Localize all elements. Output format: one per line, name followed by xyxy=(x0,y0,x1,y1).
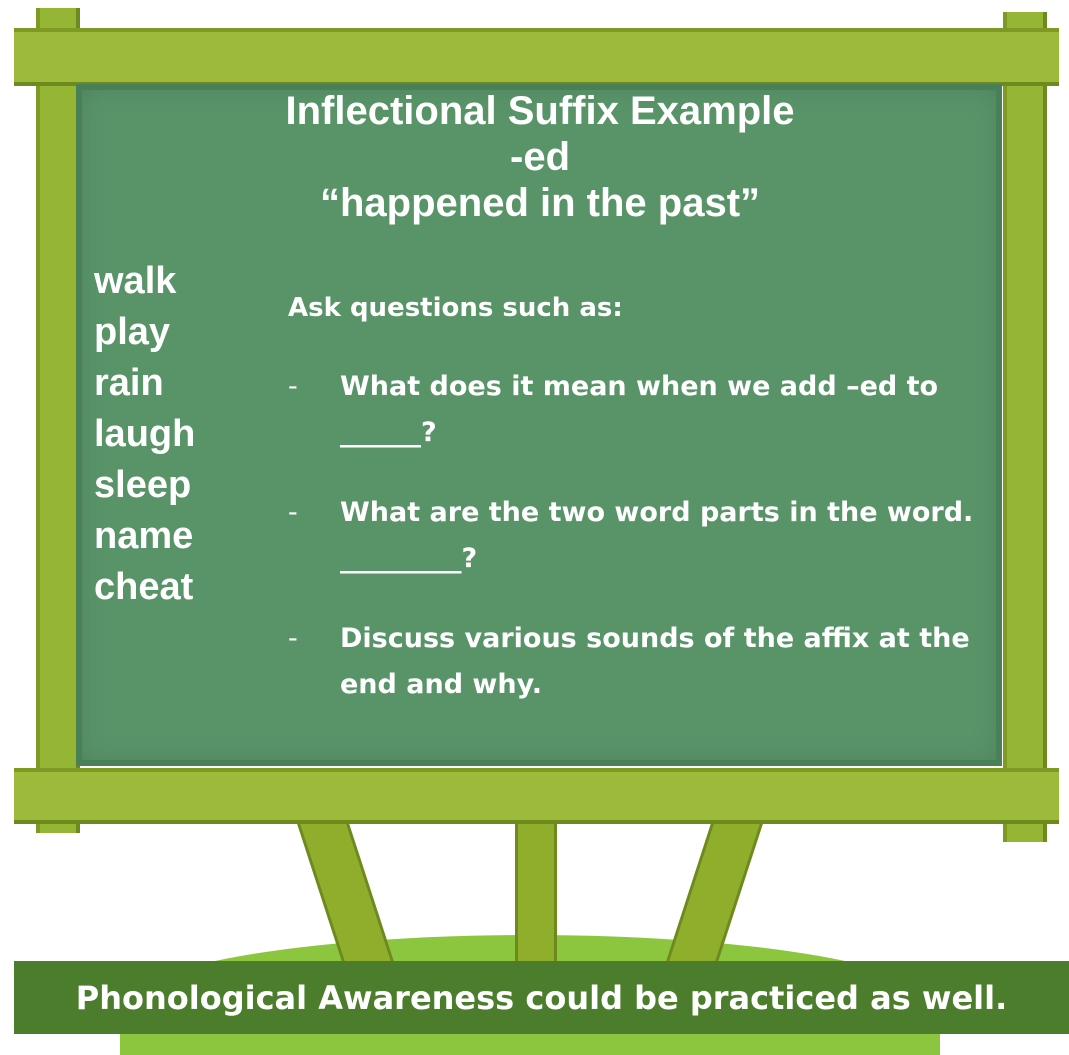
frame-bottom-rail xyxy=(14,768,1059,824)
question-text: What does it mean when we add –ed to ______? xyxy=(340,371,939,448)
question-prompt: Ask questions such as: xyxy=(288,293,623,323)
question-item xyxy=(288,616,978,708)
footer-text: Phonological Awareness could be practiced as well. xyxy=(75,978,1008,1017)
word-item: walk xyxy=(94,260,177,302)
question-item xyxy=(288,364,978,456)
word-item: sleep xyxy=(94,464,192,506)
question-item xyxy=(288,490,978,582)
bullet-dash: - xyxy=(288,623,298,654)
frame-post-left xyxy=(36,8,80,833)
frame-post-right xyxy=(1003,12,1047,842)
question-section xyxy=(288,290,978,742)
title-line: “happened in the past” xyxy=(319,181,761,225)
word-item: cheat xyxy=(94,566,194,608)
title-line: -ed xyxy=(510,135,570,179)
title-line: Inflectional Suffix Example xyxy=(285,89,795,133)
frame-top-rail xyxy=(14,28,1059,86)
question-text: Discuss various sounds of the affix at the end and why. xyxy=(340,623,970,700)
bullet-dash: - xyxy=(288,371,298,402)
slide-title xyxy=(180,88,900,226)
word-list xyxy=(94,256,195,613)
footer-banner xyxy=(14,961,1069,1034)
bullet-dash: - xyxy=(288,497,298,528)
word-item: play xyxy=(94,311,171,353)
word-item: laugh xyxy=(94,413,196,455)
word-item: name xyxy=(94,515,194,557)
question-text: What are the two word parts in the word. _________? xyxy=(340,497,974,574)
word-item: rain xyxy=(94,362,164,404)
